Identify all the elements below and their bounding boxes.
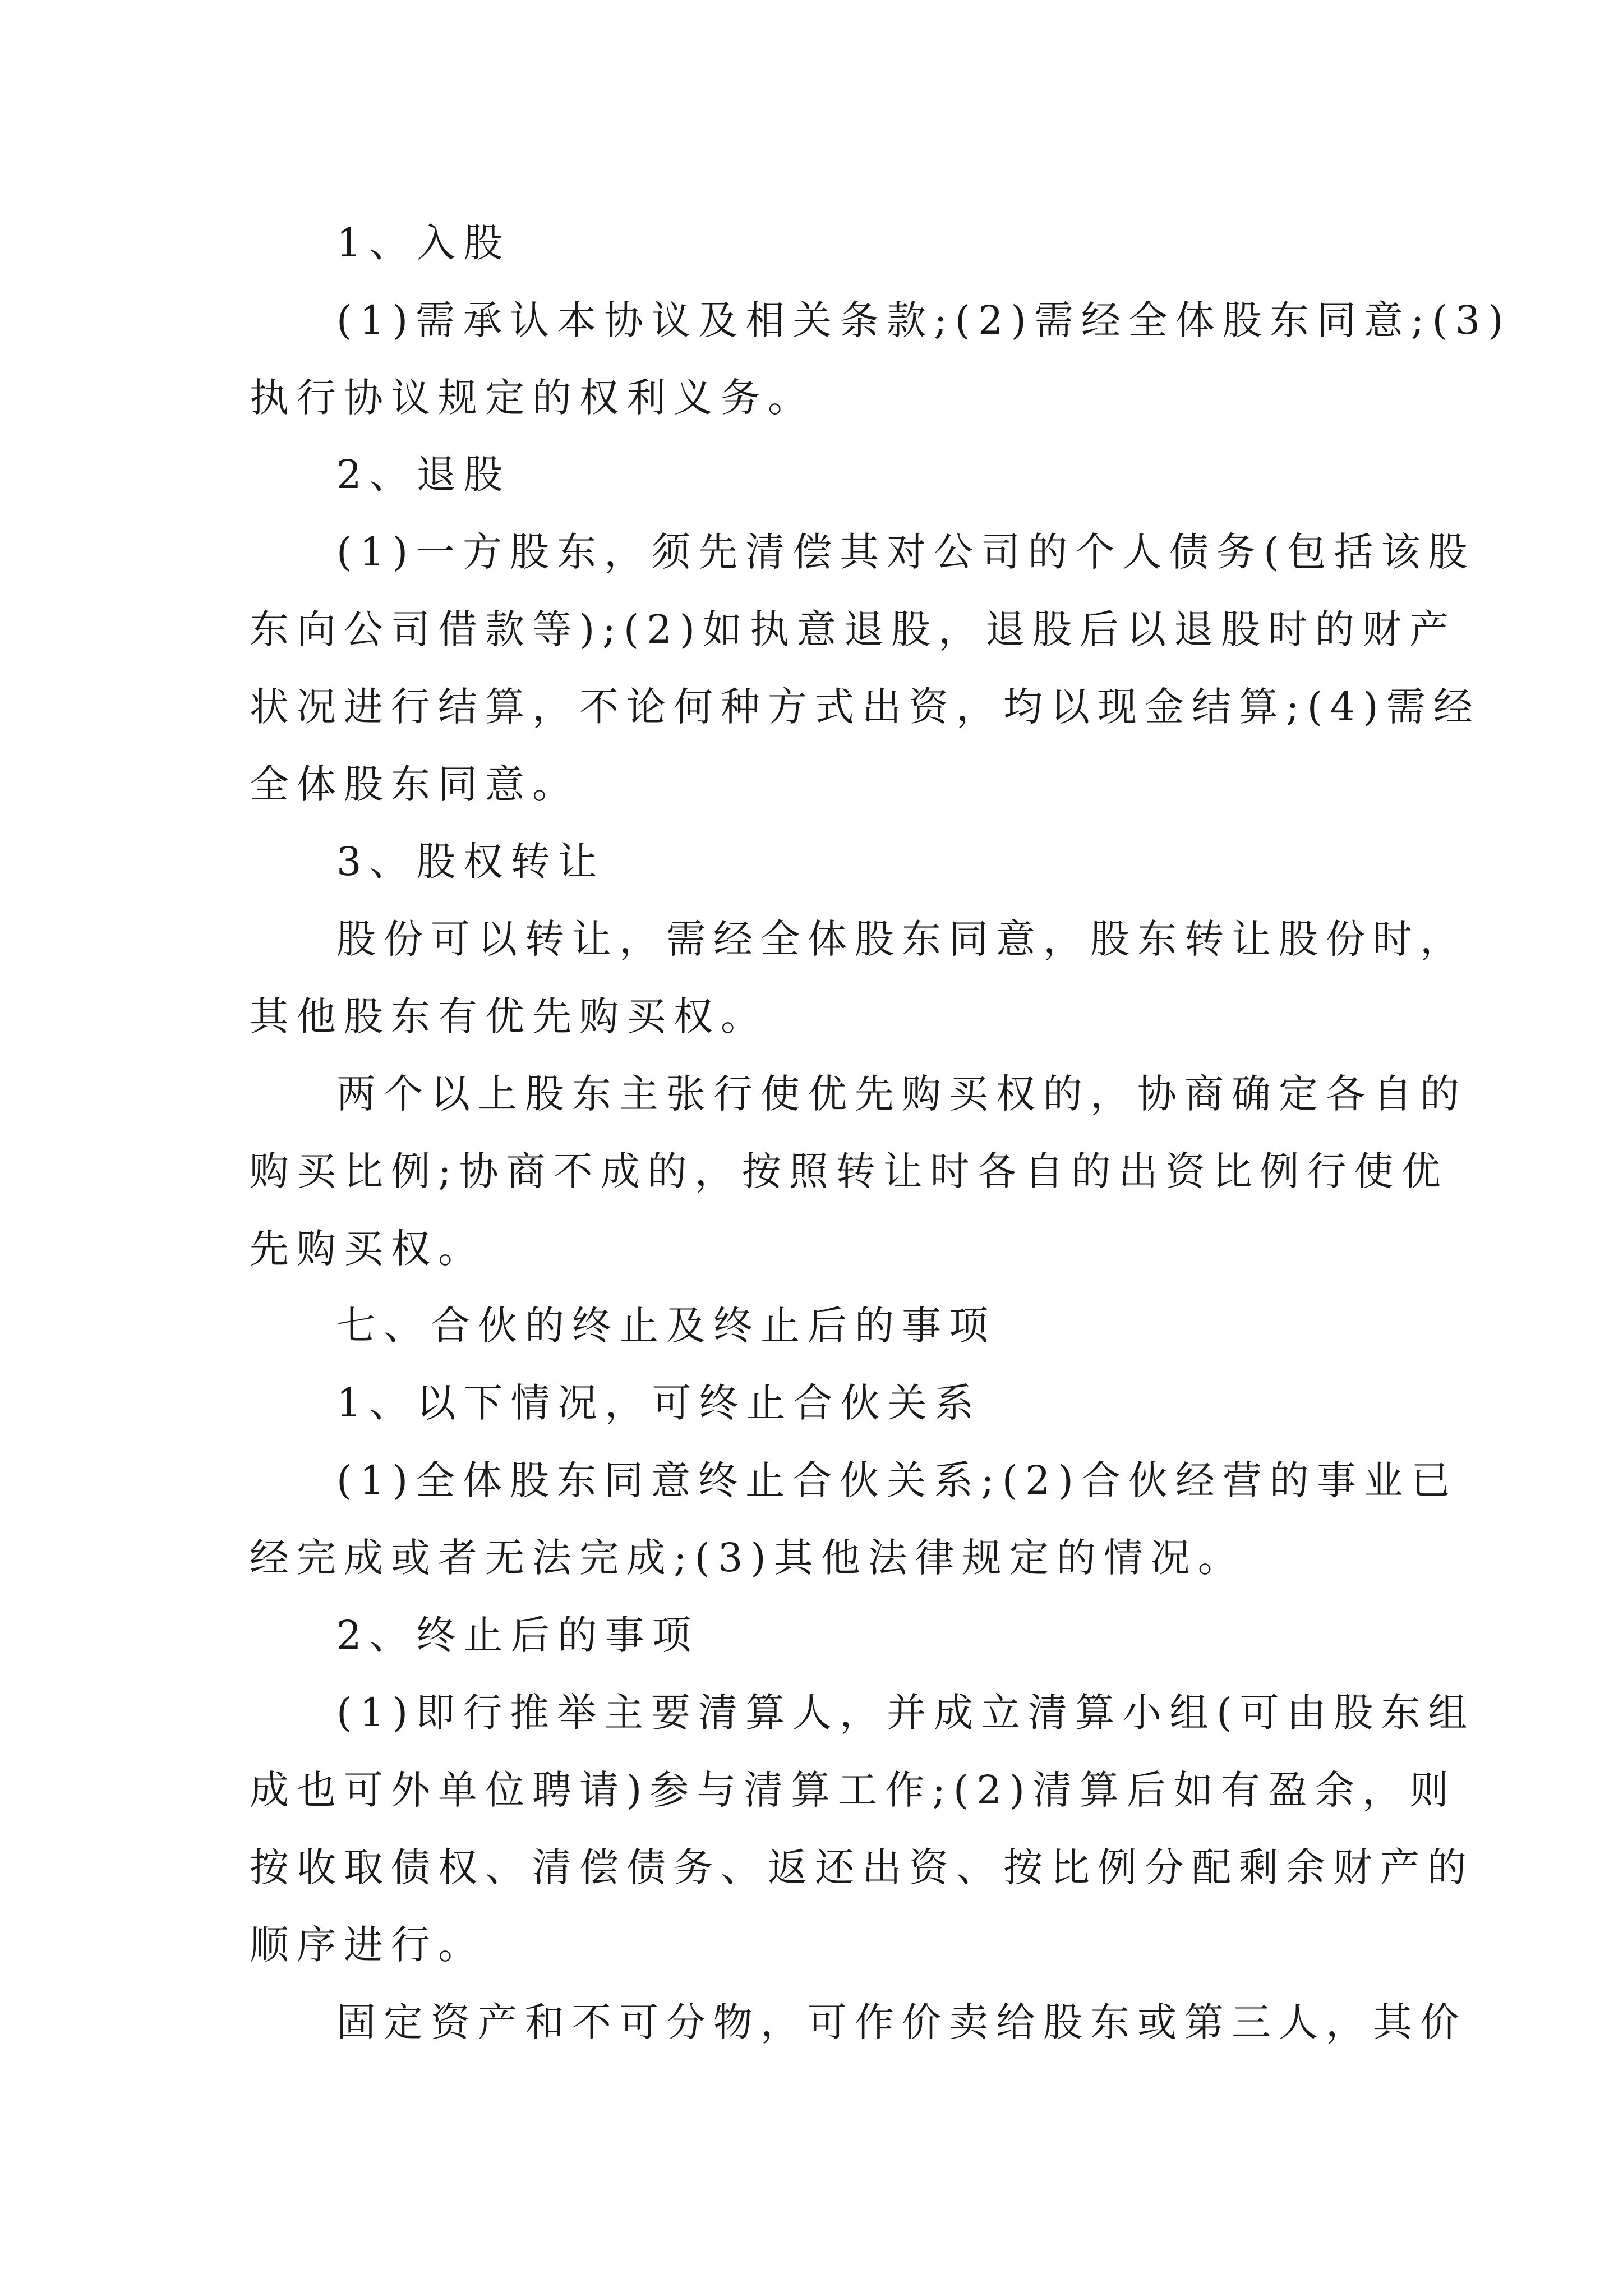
heading-join-shares: 1、入股 xyxy=(336,220,511,266)
paragraph-line: (1)需承认本协议及相关条款;(2)需经全体股东同意;(3) xyxy=(336,297,1511,343)
paragraph-line: 经完成或者无法完成;(3)其他法律规定的情况。 xyxy=(250,1535,1245,1581)
paragraph-line: 购买比例;协商不成的，按照转让时各自的出资比例行使优 xyxy=(250,1148,1449,1194)
heading-withdraw-shares: 2、退股 xyxy=(336,452,511,498)
heading-post-termination: 2、终止后的事项 xyxy=(336,1612,699,1658)
paragraph-line: 状况进行结算，不论何种方式出资，均以现金结算;(4)需经 xyxy=(250,684,1481,730)
paragraph-line: (1)一方股东，须先清偿其对公司的个人债务(包括该股 xyxy=(336,529,1476,575)
paragraph-line: 顺序进行。 xyxy=(250,1922,485,1968)
heading-equity-transfer: 3、股权转让 xyxy=(336,839,605,885)
paragraph-line: 股份可以转让，需经全体股东同意，股东转让股份时， xyxy=(336,916,1467,962)
paragraph-line: 成也可外单位聘请)参与清算工作;(2)清算后如有盈余，则 xyxy=(250,1767,1457,1813)
section-heading-termination: 七、合伙的终止及终止后的事项 xyxy=(336,1303,996,1349)
paragraph-line: 其他股东有优先购买权。 xyxy=(250,993,768,1039)
paragraph-line: 东向公司借款等);(2)如执意退股，退股后以退股时的财产 xyxy=(250,606,1457,652)
paragraph-line: (1)全体股东同意终止合伙关系;(2)合伙经营的事业已 xyxy=(336,1457,1458,1503)
paragraph-line: (1)即行推举主要清算人，并成立清算小组(可由股东组 xyxy=(336,1690,1476,1736)
paragraph-line: 两个以上股东主张行使优先购买权的，协商确定各自的 xyxy=(336,1071,1467,1117)
heading-termination-conditions: 1、以下情况，可终止合伙关系 xyxy=(336,1380,982,1426)
paragraph-line: 全体股东同意。 xyxy=(250,761,579,807)
paragraph-line: 按收取债权、清偿债务、返还出资、按比例分配剩余财产的 xyxy=(250,1844,1474,1890)
paragraph-line: 先购买权。 xyxy=(250,1226,485,1272)
paragraph-line: 执行协议规定的权利义务。 xyxy=(250,375,815,421)
paragraph-line: 固定资产和不可分物，可作价卖给股东或第三人，其价 xyxy=(336,1999,1467,2045)
